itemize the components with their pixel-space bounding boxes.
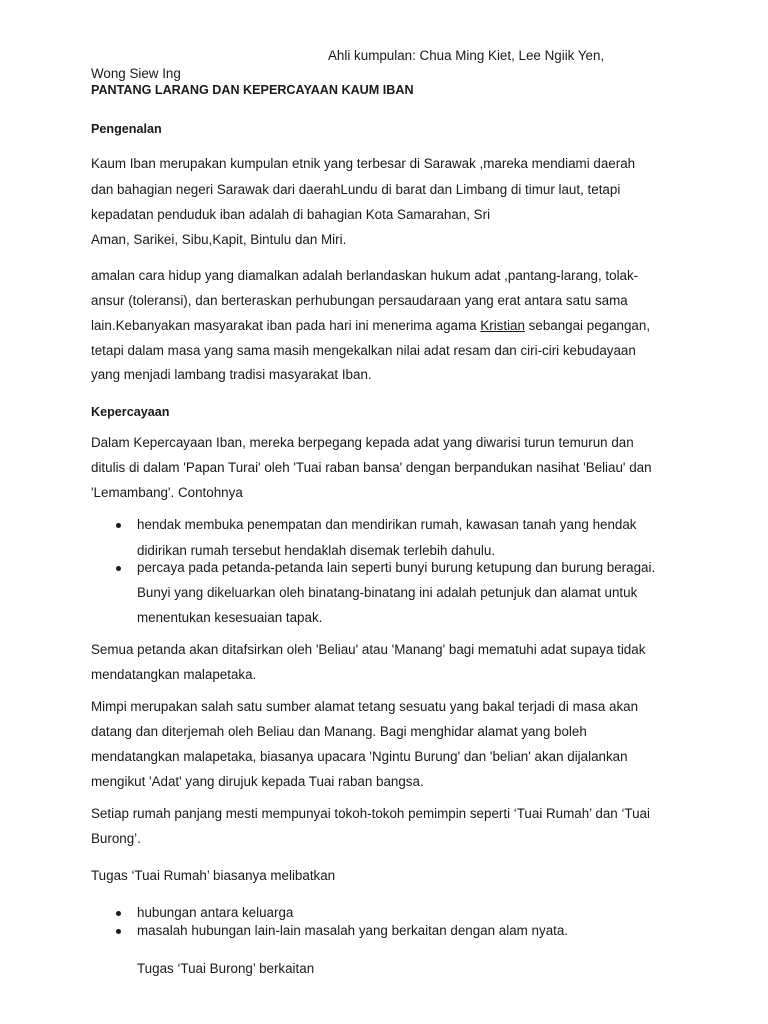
paragraph-line: yang menjadi lambang tradisi masyarakat Iban.	[91, 367, 372, 382]
paragraph-line: Burong’.	[91, 831, 141, 846]
list-item-line: didirikan rumah tersebut hendaklah disemak terlebih dahulu.	[137, 543, 496, 558]
list-item-line: hendak membuka penempatan dan mendirikan rumah, kawasan tanah yang hendak	[137, 517, 637, 532]
paragraph-line: tetapi dalam masa yang sama masih mengekalkan nilai adat resam dan ciri-ciri kebudayaan	[91, 343, 636, 358]
paragraph-line: datang dan diterjemah oleh Beliau dan Manang. Bagi menghidar alamat yang boleh	[91, 724, 587, 739]
paragraph-line: Setiap rumah panjang mesti mempunyai tokoh-tokoh pemimpin seperti ‘Tuai Rumah’ dan ‘Tuai	[91, 806, 650, 821]
paragraph-line: Tugas ‘Tuai Burong’ berkaitan	[137, 961, 315, 976]
bullet-icon	[116, 566, 121, 571]
list-item-line: percaya pada petanda-petanda lain seperti bunyi burung ketupung dan burung beragai.	[137, 560, 656, 575]
heading-kepercayaan: Kepercayaan	[91, 405, 170, 419]
group-members-continued: Wong Siew Ing	[91, 66, 181, 81]
paragraph-line: ansur (toleransi), dan berteraskan perhubungan persaudaraan yang erat antara satu sama	[91, 293, 628, 308]
text-segment: sebangai pegangan,	[524, 318, 651, 333]
list-item-line: masalah hubungan lain-lain masalah yang berkaitan dengan alam nyata.	[137, 923, 569, 938]
paragraph-line-with-link	[91, 318, 650, 334]
bullet-icon	[116, 929, 121, 934]
group-members-line: Ahli kumpulan: Chua Ming Kiet, Lee Ngiik Yen,	[328, 48, 605, 63]
paragraph-line: Aman, Sarikei, Sibu,Kapit, Bintulu dan Miri.	[91, 232, 347, 247]
paragraph-line: Mimpi merupakan salah satu sumber alamat tetang sesuatu yang bakal terjadi di masa akan	[91, 699, 639, 714]
heading-pengenalan: Pengenalan	[91, 122, 162, 136]
list-item-line: hubungan antara keluarga	[137, 905, 294, 920]
paragraph-line: kepadatan penduduk iban adalah di bahagian Kota Samarahan, Sri	[91, 207, 491, 222]
paragraph-line: mendatangkan malapetaka, biasanya upacara 'Ngintu Burung' dan 'belian' akan dijalankan	[91, 749, 628, 764]
bullet-icon	[116, 911, 121, 916]
bullet-icon	[116, 523, 121, 528]
paragraph-line: Dalam Kepercayaan Iban, mereka berpegang kepada adat yang diwarisi turun temurun dan	[91, 435, 634, 450]
paragraph-line: Kaum Iban merupakan kumpulan etnik yang terbesar di Sarawak ,mareka mendiami daerah	[91, 156, 636, 171]
paragraph-line: mengikut 'Adat' yang dirujuk kepada Tuai raban bangsa.	[91, 774, 424, 789]
document-title: PANTANG LARANG DAN KEPERCAYAAN KAUM IBAN	[91, 83, 414, 97]
paragraph-line: 'Lemambang'. Contohnya	[91, 485, 243, 500]
list-item-line: menentukan kesesuaian tapak.	[137, 610, 323, 625]
paragraph-line: ditulis di dalam 'Papan Turai' oleh 'Tuai raban bansa' dengan berpandukan nasihat 'Beliau' dan	[91, 460, 652, 475]
kristian-link[interactable]: Kristian	[480, 318, 525, 333]
paragraph-line: amalan cara hidup yang diamalkan adalah berlandaskan hukum adat ,pantang-larang, tolak-	[91, 268, 639, 283]
paragraph-line: dan bahagian negeri Sarawak dari daerahLundu di barat dan Limbang di timur laut, tetapi	[91, 182, 621, 197]
paragraph-line: Semua petanda akan ditafsirkan oleh 'Beliau' atau 'Manang' bagi mematuhi adat supaya tidak	[91, 642, 646, 657]
text-segment: lain.Kebanyakan masyarakat iban pada hari ini menerima agama	[91, 318, 481, 333]
paragraph-line: mendatangkan malapetaka.	[91, 667, 257, 682]
list-item-line: Bunyi yang dikeluarkan oleh binatang-binatang ini adalah petunjuk dan alamat untuk	[137, 585, 638, 600]
paragraph-line: Tugas ‘Tuai Rumah’ biasanya melibatkan	[91, 868, 336, 883]
